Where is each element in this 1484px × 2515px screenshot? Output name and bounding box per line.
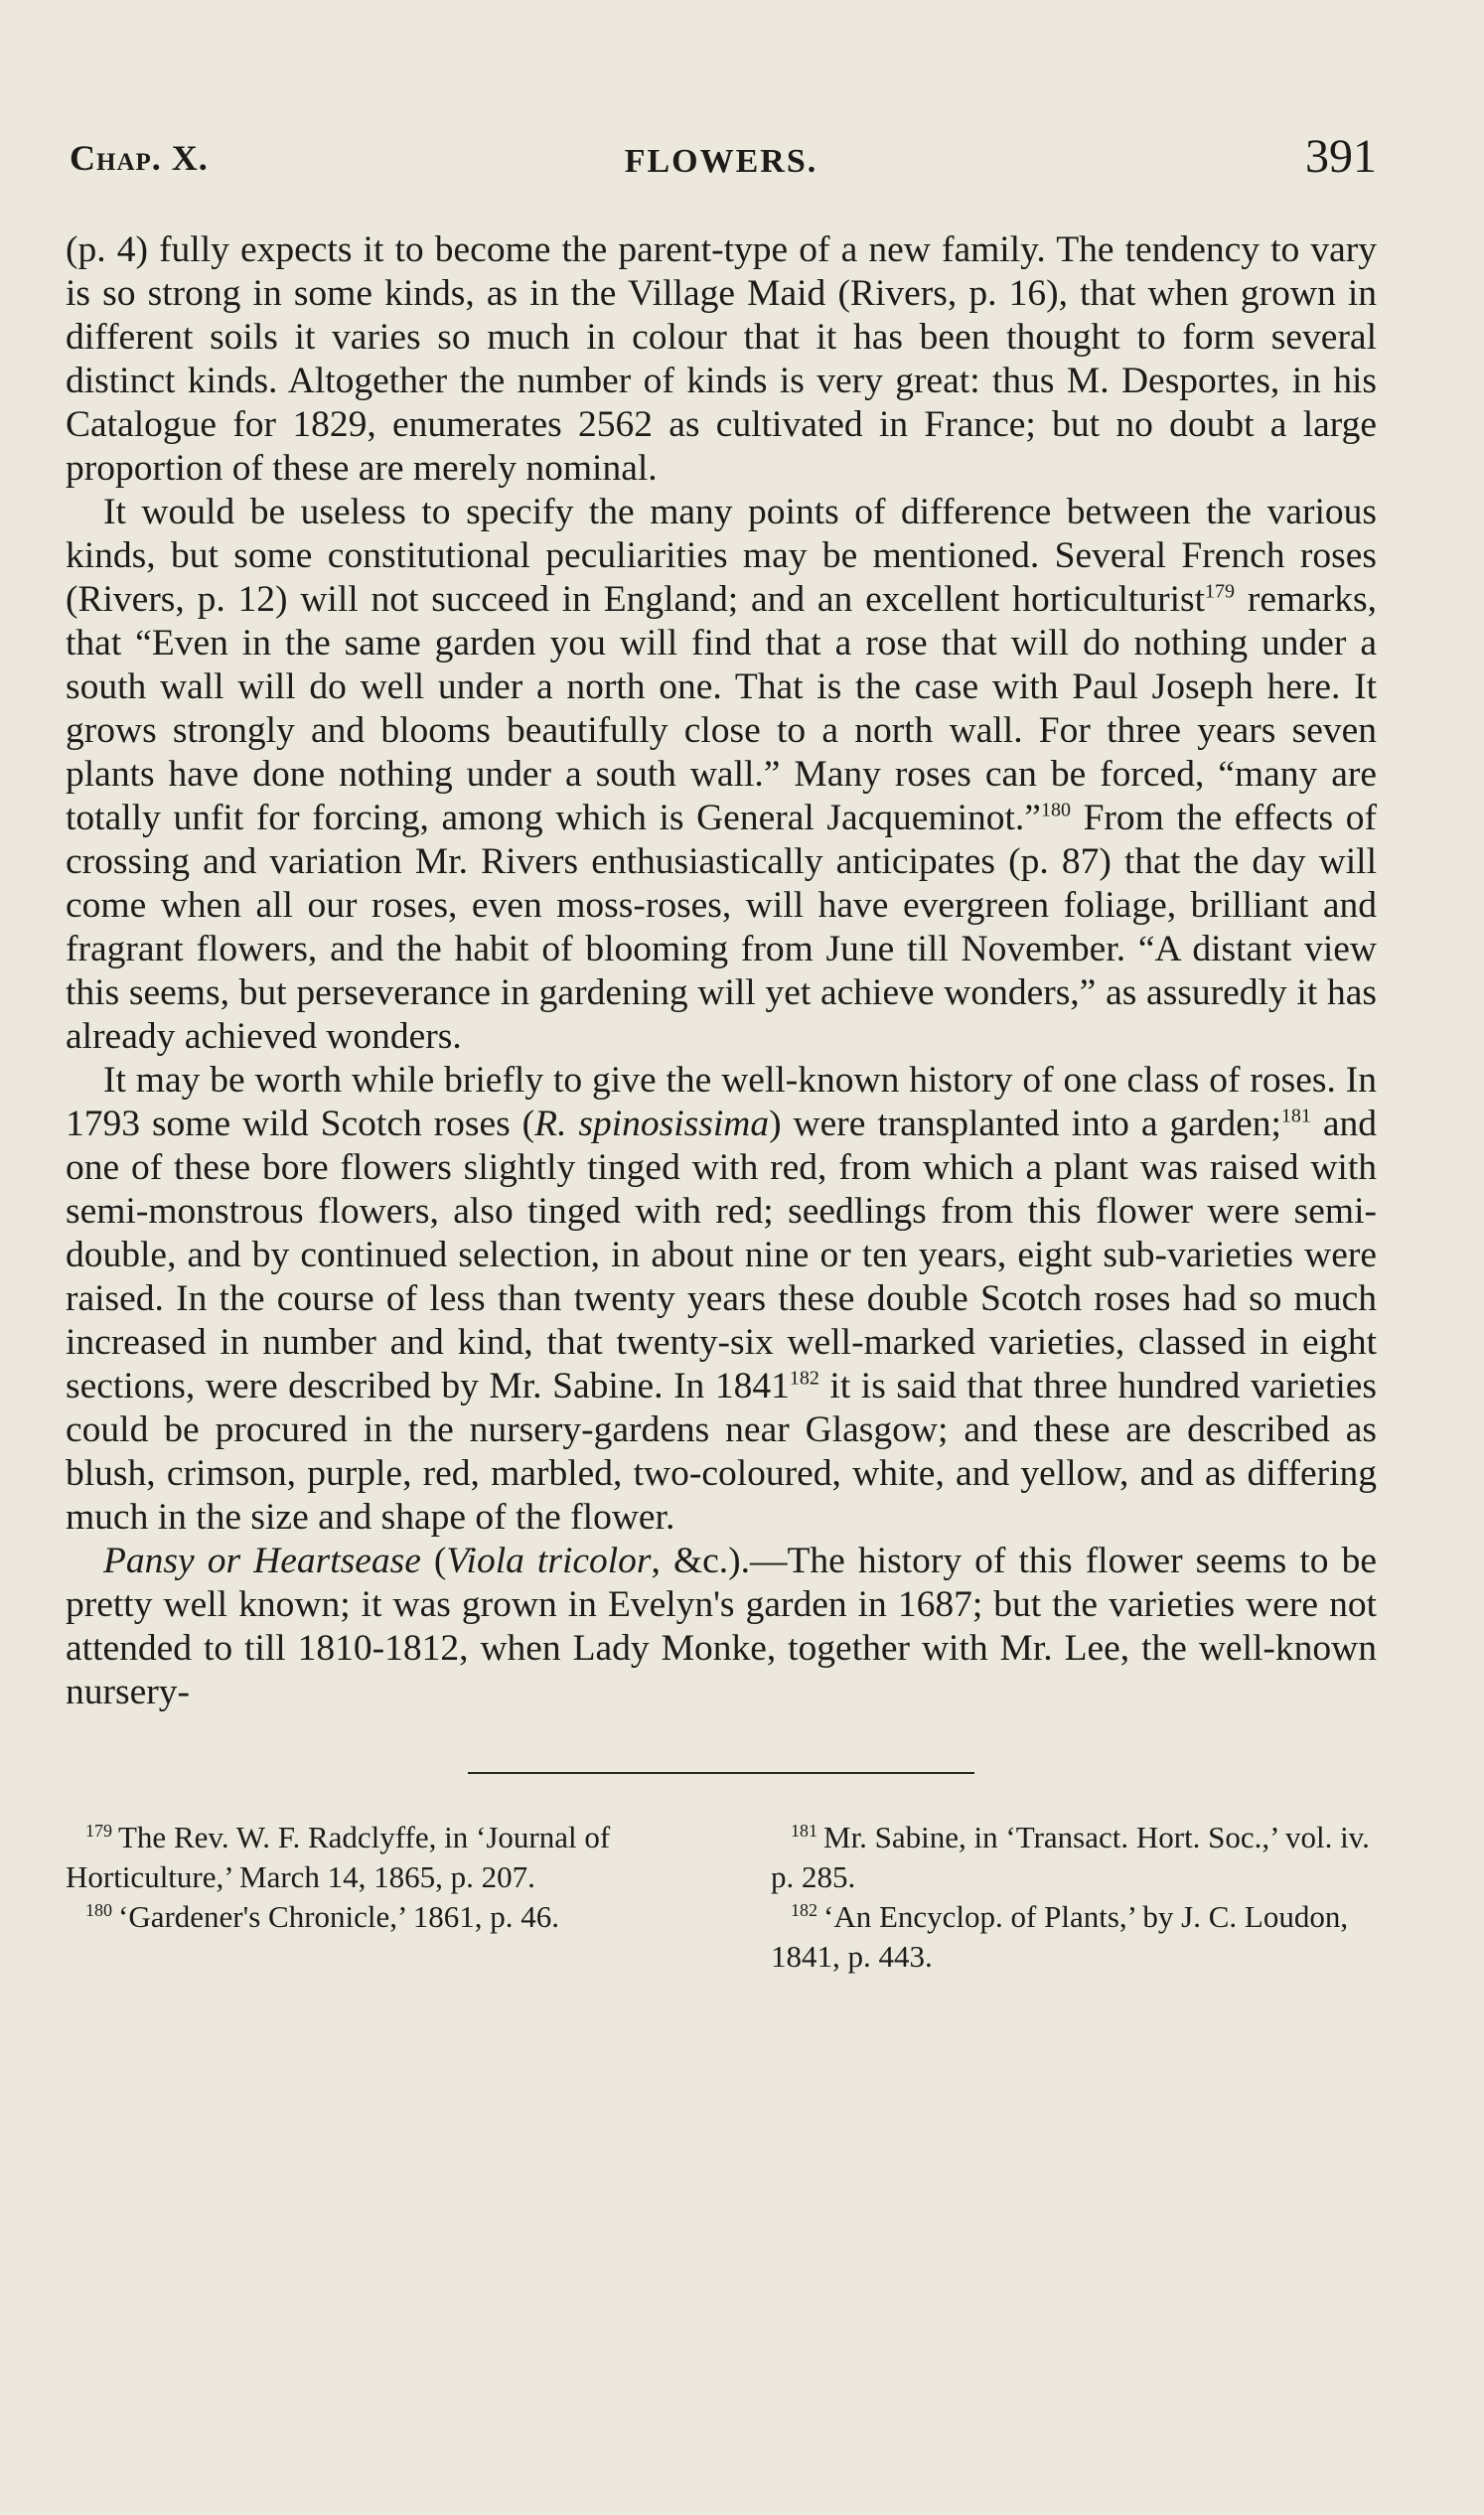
paragraph-3-part-d: it is said that three hundred varieties could be procured in the nursery-gardens near Glasgow; and these are described as blush, crimson, purple, red, marbled, two-coloured, white, and yellow, and as differing much in the size and shape of the flower.: [66, 1366, 1377, 1538]
paragraph-3-part-a: It may be worth while briefly to give the well-known history of one class of roses. In 1793 some wild Scotch roses (: [66, 1060, 1377, 1144]
footnote-text: The Rev. W. F. Radclyffe, in ‘Journal of Horticulture,’ March 14, 1865, p. 207.: [66, 1820, 611, 1894]
species-name-viola: Viola tricolor: [446, 1541, 652, 1581]
footnote-179: [66, 1818, 671, 1897]
footnote-182: [771, 1897, 1377, 1977]
chapter-label: Chap. X.: [70, 138, 209, 178]
paragraph-3-part-c: and one of these bore flowers slightly tinged with red, from which a plant was raised with semi-monstrous flowers, also tinged with red; seedlings from this flower were semi-double, and by continued selection, in about nine or ten years, eight sub-varieties were raised. In the course of less than twenty years these double Scotch roses had so much increased in number and kind, that twenty-six well-marked varieties, classed in eight sections, were described by Mr. Sabine. In 1841: [66, 1104, 1377, 1406]
paragraph-4-part-b: , &c.).—The history of this flower seems to be pretty well known; it was grown in Evelyn's garden in 1687; but the varieties were not attended to till 1810-1812, when Lady Monke, together with Mr. Lee, the well-known nursery-: [66, 1541, 1377, 1712]
main-text: [66, 228, 1377, 1714]
footnote-180: [66, 1897, 671, 1937]
paragraph-3: [66, 1059, 1377, 1540]
footnote-number: 179: [85, 1820, 112, 1841]
running-title: FLOWERS.: [624, 143, 818, 180]
paragraph-4-part-a: (: [420, 1541, 447, 1581]
footnote-text: ‘An Encyclop. of Plants,’ by J. C. Loudon, 1841, p. 443.: [771, 1899, 1349, 1974]
paragraph-3-part-b: ) were transplanted into a garden;: [769, 1104, 1281, 1144]
footnotes-left-column: [66, 1818, 671, 1977]
footnote-ref-182: 182: [789, 1367, 819, 1390]
footnote-number: 181: [791, 1820, 817, 1841]
footnote-ref-181: 181: [1280, 1105, 1311, 1127]
footnote-181: [771, 1818, 1377, 1897]
species-name: R. spinosissima: [534, 1104, 770, 1144]
footnote-text: Mr. Sabine, in ‘Transact. Hort. Soc.,’ vol. iv. p. 285.: [771, 1820, 1370, 1894]
footnote-number: 182: [791, 1899, 817, 1920]
paragraph-2-part-b: remarks, that “Even in the same garden you will find that a rose that will do nothing under a south wall will do well under a north one. That is the case with Paul Joseph here. It grows strongly and blooms beautifully close to a north wall. For three years seven plants have done nothing under a south wall.” Many roses can be forced, “many are totally unfit for forcing, among which is General Jacqueminot.”: [66, 579, 1377, 838]
page-number: 391: [1305, 130, 1377, 183]
paragraph-2: [66, 491, 1377, 1059]
footnote-ref-179: 179: [1205, 580, 1236, 603]
footnote-ref-180: 180: [1040, 799, 1071, 821]
section-heading-pansy: Pansy or Heartsease: [103, 1541, 421, 1581]
running-header: [66, 129, 1377, 199]
footnote-number: 180: [85, 1899, 112, 1920]
paragraph-4: [66, 1540, 1377, 1714]
footnote-divider: [468, 1772, 974, 1774]
paragraph-1: (p. 4) fully expects it to become the parent-type of a new family. The tendency to vary is so strong in some kinds, as in the Village Maid (Rivers, p. 16), that when grown in different soils it varies so much in colour that it has been thought to form several distinct kinds. Altogether the number of kinds is very great: thus M. Desportes, in his Catalogue for 1829, enumerates 2562 as cultivated in France; but no doubt a large proportion of these are merely nominal.: [66, 229, 1377, 489]
footnotes-right-column: [771, 1818, 1377, 1977]
footnote-text: ‘Gardener's Chronicle,’ 1861, p. 46.: [118, 1899, 560, 1934]
paragraph-2-part-c: From the effects of crossing and variation Mr. Rivers enthusiastically anticipates (p. 87) that the day will come when all our roses, even moss-roses, will have evergreen foliage, brilliant and fragrant flowers, and the habit of blooming from June till November. “A distant view this seems, but perseverance in gardening will yet achieve wonders,” as assuredly it has already achieved wonders.: [66, 798, 1377, 1057]
footnotes: [66, 1818, 1377, 1977]
paragraph-2-part-a: It would be useless to specify the many points of difference between the various kinds, but some constitutional peculiarities may be mentioned. Several French roses (Rivers, p. 12) will not succeed in England; and an excellent horticulturist: [66, 492, 1377, 620]
